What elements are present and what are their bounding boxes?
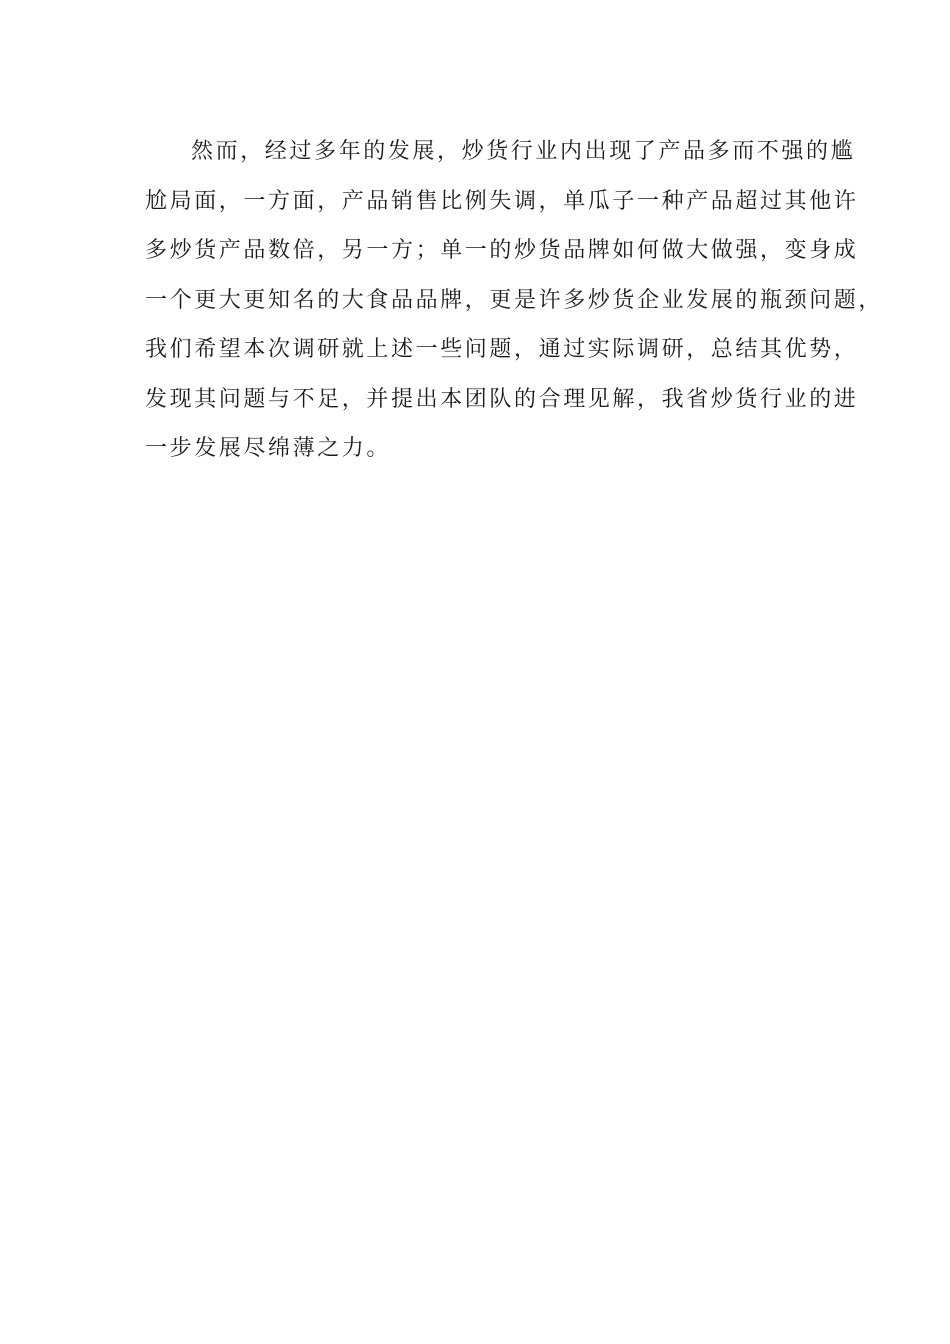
paragraph-line: 一步发展尽绵薄之力。 [145, 436, 392, 461]
body-paragraph [145, 130, 884, 477]
paragraph-line: 多炒货产品数倍，另一方；单一的炒货品牌如何做大做强，变身成 [145, 238, 859, 263]
paragraph-line: 我们希望本次调研就上述一些问题，通过实际调研，总结其优势， [145, 337, 859, 362]
paragraph-line: 一个更大更知名的大食品品牌，更是许多炒货企业发展的瓶颈问题， [145, 287, 884, 313]
paragraph-line: 然而，经过多年的发展，炒货行业内出现了产品多而不强的尴 [191, 139, 856, 164]
paragraph-line: 发现其问题与不足，并提出本团队的合理见解，我省炒货行业的进 [145, 386, 859, 412]
paragraph-line: 尬局面，一方面，产品销售比例失调，单瓜子一种产品超过其他许 [145, 188, 859, 214]
